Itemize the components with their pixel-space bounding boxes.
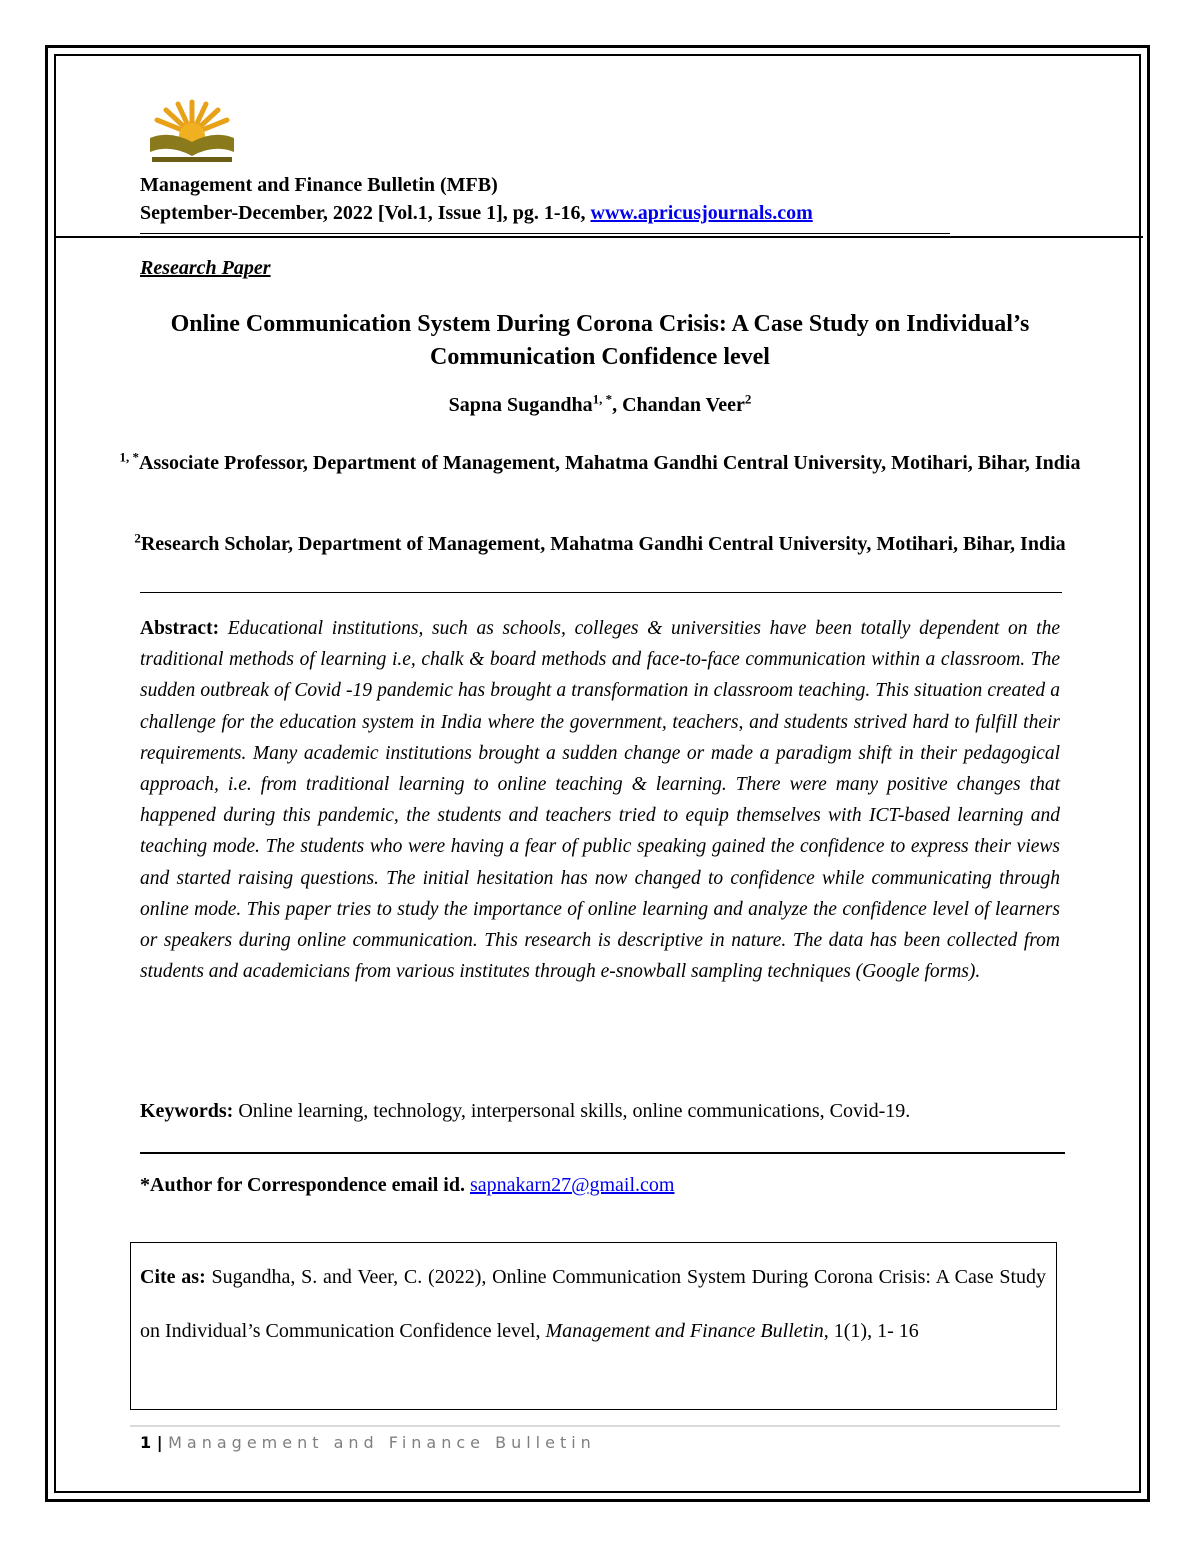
author-1: Sapna Sugandha <box>448 394 593 416</box>
footer-separator: | <box>151 1433 169 1452</box>
journal-website-link[interactable]: www.apricusjournals.com <box>590 202 813 224</box>
citation-journal: Management and Finance Bulletin <box>545 1320 824 1342</box>
journal-issue-info <box>140 202 813 225</box>
correspondence-email-link[interactable]: sapnakarn27@gmail.com <box>470 1174 675 1196</box>
author-1-affiliation-mark: 1, * <box>592 391 613 407</box>
issue-text: September-December, 2022 [Vol.1, Issue 1], pg. 1-16, <box>140 202 591 224</box>
affiliation-1 <box>100 448 1100 479</box>
abstract-text: Educational institutions, such as schools, colleges & universities have been totally dependent on the traditional methods of learning i.e, chalk & board methods and face-to-face communication within a classroom. The sudden outbreak of Covid -19 pandemic has brought a transformation in classroom teaching. This situation created a challenge for the education system in India where the government, teachers, and students strived hard to fulfill their requirements. Many academic institutions brought a sudden change or made a paradigm shift in their pedagogical approach, i.e. from traditional learning to online teaching & learning. There were many positive changes that happened during this pandemic, the students and teachers tried to equip themselves with ICT-based learning and teaching mode. The students who were having a fear of public speaking gained the confidence to express their views and started raising questions. The initial hesitation has now changed to confidence while communicating through online mode. This paper tries to study the importance of online learning and analyze the confidence level of learners or speakers during online communication. This research is descriptive in nature. The data has been collected from students and academicians from various institutes through e-snowball sampling techniques (Google forms). <box>140 618 1061 983</box>
abstract <box>140 613 1060 987</box>
page-number: 1 <box>140 1433 152 1452</box>
affiliation-2-mark: 2 <box>134 530 141 546</box>
affiliation-1-text: Associate Professor, Department of Management, Mahatma Gandhi Central University, Motihari, Bihar, India <box>139 452 1081 474</box>
correspondence-label: *Author for Correspondence email id. <box>140 1174 465 1196</box>
journal-name: Management and Finance Bulletin (MFB) <box>140 174 498 196</box>
footer-rule <box>130 1425 1060 1427</box>
author-2: Chandan Veer <box>622 394 745 416</box>
apricus-journals-logo-icon <box>146 98 238 164</box>
abstract-label: Abstract: <box>140 618 220 639</box>
author-separator: , <box>612 394 623 416</box>
citation-label: Cite as: <box>140 1266 206 1288</box>
keywords-text: Online learning, technology, interpersonal skills, online communications, Covid-19. <box>233 1100 911 1122</box>
correspondence <box>140 1174 674 1197</box>
header-rule <box>55 236 1143 238</box>
affiliation-1-mark: 1, * <box>119 449 140 465</box>
citation-volume: , 1(1), 1- 16 <box>823 1320 919 1342</box>
keywords-label: Keywords: <box>140 1100 234 1122</box>
header-rule-thin <box>140 233 950 234</box>
author-list <box>100 391 1100 417</box>
citation-text <box>140 1250 1046 1358</box>
keywords-bottom-rule <box>140 1152 1065 1154</box>
paper-title: Online Communication System During Corona Crisis: A Case Study on Individual’s Communication Confidence level <box>170 311 1030 370</box>
page-footer <box>140 1433 596 1452</box>
paper-type: Research Paper <box>140 257 271 279</box>
affiliation-2 <box>100 529 1100 560</box>
keywords <box>140 1100 910 1123</box>
author-2-affiliation-mark: 2 <box>744 391 752 407</box>
affiliation-2-text: Research Scholar, Department of Management, Mahatma Gandhi Central University, Motihari, Bihar, India <box>140 533 1066 555</box>
abstract-top-rule <box>140 592 1062 593</box>
citation-body: Sugandha, S. and Veer, C. (2022), Online Communication System During Corona Crisis: A Case Study on Individual’s Communication Confidence level, <box>140 1266 1046 1342</box>
footer-journal-name: Management and Finance Bulletin <box>168 1433 596 1452</box>
